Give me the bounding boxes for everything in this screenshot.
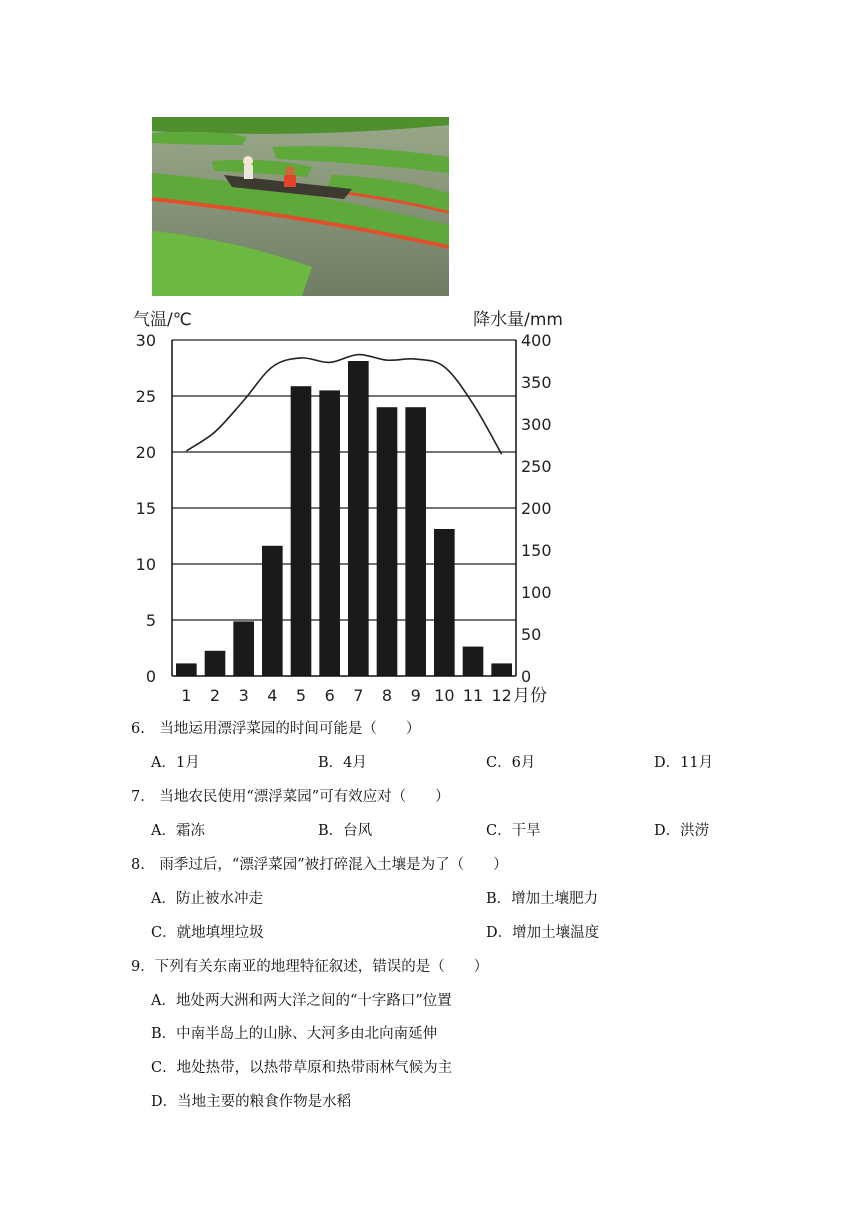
question-8-stem: 8. 雨季过后，“漂浮菜园”被打碎混入土壤是为了（ ）: [131, 857, 508, 873]
temperature-tick-label: 30: [135, 331, 156, 350]
question-9-stem: 9．下列有关东南亚的地理特征叙述，错误的是（ ）: [131, 959, 489, 975]
question-7-option-b[interactable]: B．台风: [318, 823, 373, 839]
question-6-option-d[interactable]: D．11月: [654, 755, 714, 771]
floating-vegetable-garden-photo-icon: [152, 117, 449, 296]
precipitation-tick-label: 400: [521, 331, 552, 350]
precipitation-bar: [463, 647, 484, 676]
month-tick-label: 2: [209, 686, 221, 705]
precipitation-bar: [205, 651, 226, 676]
question-6-option-c[interactable]: C．6月: [486, 755, 536, 771]
precipitation-tick-label: 100: [521, 583, 552, 602]
month-tick-label: 12: [491, 686, 512, 705]
question-6-option-a[interactable]: A．1月: [151, 755, 200, 771]
precipitation-bar: [491, 663, 512, 676]
month-tick-label: 1: [181, 686, 192, 705]
question-9-option-b[interactable]: B．中南半岛上的山脉、大河多由北向南延伸: [151, 1026, 438, 1042]
month-tick-label: 6: [324, 686, 335, 705]
precipitation-tick-labels: [521, 331, 552, 686]
question-7-option-c[interactable]: C．干旱: [486, 823, 541, 839]
precipitation-bar: [262, 546, 283, 676]
precipitation-tick-label: 0: [521, 667, 532, 686]
precipitation-tick-label: 250: [521, 457, 552, 476]
temperature-tick-labels: [136, 331, 156, 686]
month-tick-labels: [181, 686, 512, 705]
question-7-option-a[interactable]: A．霜冻: [151, 823, 205, 839]
precipitation-bars: [176, 361, 512, 676]
question-8-option-a[interactable]: A．防止被水冲走: [151, 891, 263, 907]
precipitation-tick-label: 50: [521, 625, 542, 644]
month-tick-label: 11: [462, 686, 484, 705]
question-8-option-b[interactable]: B．增加土壤肥力: [486, 891, 599, 907]
precipitation-axis-label: 降水量/mm: [473, 310, 563, 330]
precipitation-tick-label: 300: [521, 415, 552, 434]
precipitation-bar: [405, 407, 426, 676]
question-8-option-c[interactable]: C．就地填埋垃圾: [151, 925, 264, 941]
question-6-option-b[interactable]: B．4月: [318, 755, 367, 771]
question-9-option-d[interactable]: D．当地主要的粮食作物是水稻: [151, 1094, 352, 1110]
question-9-option-c[interactable]: C．地处热带，以热带草原和热带雨林气候为主: [151, 1060, 453, 1076]
precipitation-bar: [319, 390, 340, 676]
month-tick-label: 8: [381, 686, 393, 705]
month-tick-label: 7: [353, 686, 364, 705]
chart-gridlines: [172, 340, 516, 620]
question-7-option-d[interactable]: D．洪涝: [654, 823, 710, 839]
precipitation-bar: [377, 407, 398, 676]
month-tick-label: 10: [434, 686, 455, 705]
x-axis-unit-label: 月份: [513, 686, 547, 706]
floating-garden-photo: [152, 117, 449, 296]
month-tick-label: 4: [267, 686, 278, 705]
temperature-tick-label: 25: [135, 387, 156, 406]
precipitation-bar: [233, 621, 254, 676]
precipitation-bar: [176, 663, 197, 676]
month-tick-label: 3: [238, 686, 249, 705]
temperature-tick-label: 10: [135, 555, 156, 574]
precipitation-tick-label: 200: [521, 499, 552, 518]
question-7-stem: 7. 当地农民使用“漂浮菜园”可有效应对（ ）: [131, 789, 450, 805]
temperature-tick-label: 15: [135, 499, 156, 518]
precipitation-bar: [434, 529, 455, 676]
precipitation-bar: [348, 361, 369, 676]
question-6-stem: 6. 当地运用漂浮菜园的时间可能是（ ）: [131, 721, 421, 737]
month-tick-label: 5: [295, 686, 307, 705]
climate-chart: [125, 305, 575, 715]
temperature-axis-label: 气温/℃: [133, 310, 192, 330]
question-9-option-a[interactable]: A．地处两大洲和两大洋之间的“十字路口”位置: [151, 993, 452, 1009]
question-8-option-d[interactable]: D．增加土壤温度: [486, 925, 600, 941]
temperature-tick-label: 0: [145, 667, 156, 686]
month-tick-label: 9: [410, 686, 421, 705]
temperature-tick-label: 5: [145, 611, 156, 630]
precipitation-bar: [291, 386, 312, 676]
precipitation-tick-label: 350: [521, 373, 552, 392]
temperature-tick-label: 20: [135, 443, 156, 462]
temperature-curve: [186, 355, 501, 455]
precipitation-tick-label: 150: [521, 541, 552, 560]
